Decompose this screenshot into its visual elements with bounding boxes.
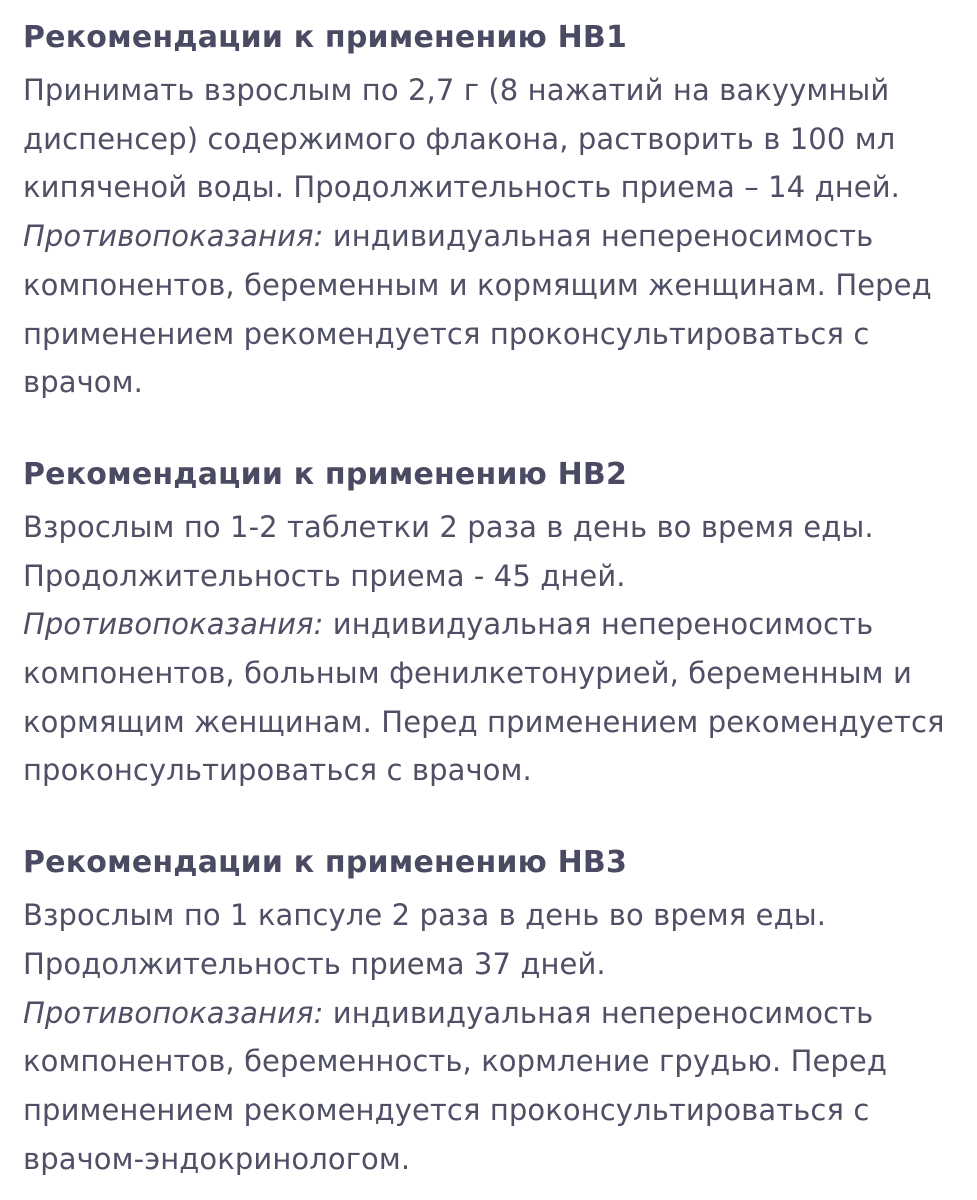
contraindications-label: Противопоказания: bbox=[23, 607, 324, 642]
usage-text: Взрослым по 1 капсуле 2 раза в день во время еды. Продолжительность приема 37 дней. bbox=[23, 898, 827, 981]
contraindications-text: индивидуальная непереносимость компонентов, беременность, кормление грудью. Перед применением рекомендуется проконсультироваться с врачом-эндокринологом. bbox=[23, 995, 888, 1176]
section-hb3 bbox=[23, 843, 957, 1183]
section-body bbox=[23, 66, 957, 407]
contraindications-label: Противопоказания: bbox=[23, 995, 324, 1030]
section-hb1 bbox=[23, 18, 957, 407]
section-title: Рекомендации к применению НВ2 bbox=[23, 456, 628, 492]
usage-text: Принимать взрослым по 2,7 г (8 нажатий на вакуумный диспенсер) содержимого флакона, растворить в 100 мл кипяченой воды. Продолжительность приема – 14 дней. bbox=[23, 73, 900, 205]
section-body bbox=[23, 891, 957, 1183]
section-title: Рекомендации к применению НВ3 bbox=[23, 845, 628, 881]
section-body bbox=[23, 503, 957, 795]
contraindications-text: индивидуальная непереносимость компонентов, беременным и кормящим женщинам. Перед применением рекомендуется проконсультироваться с врачом. bbox=[23, 219, 932, 400]
contraindications-label: Противопоказания: bbox=[23, 219, 324, 254]
section-title: Рекомендации к применению НВ1 bbox=[23, 20, 628, 55]
contraindications-text: индивидуальная непереносимость компонентов, больным фенилкетонурией, беременным и кормящим женщинам. Перед применением рекомендуется проконсультироваться с врачом. bbox=[23, 607, 945, 788]
section-hb2 bbox=[23, 455, 957, 795]
usage-text: Взрослым по 1-2 таблетки 2 раза в день во время еды. Продолжительность приема - 45 дней. bbox=[23, 509, 874, 593]
